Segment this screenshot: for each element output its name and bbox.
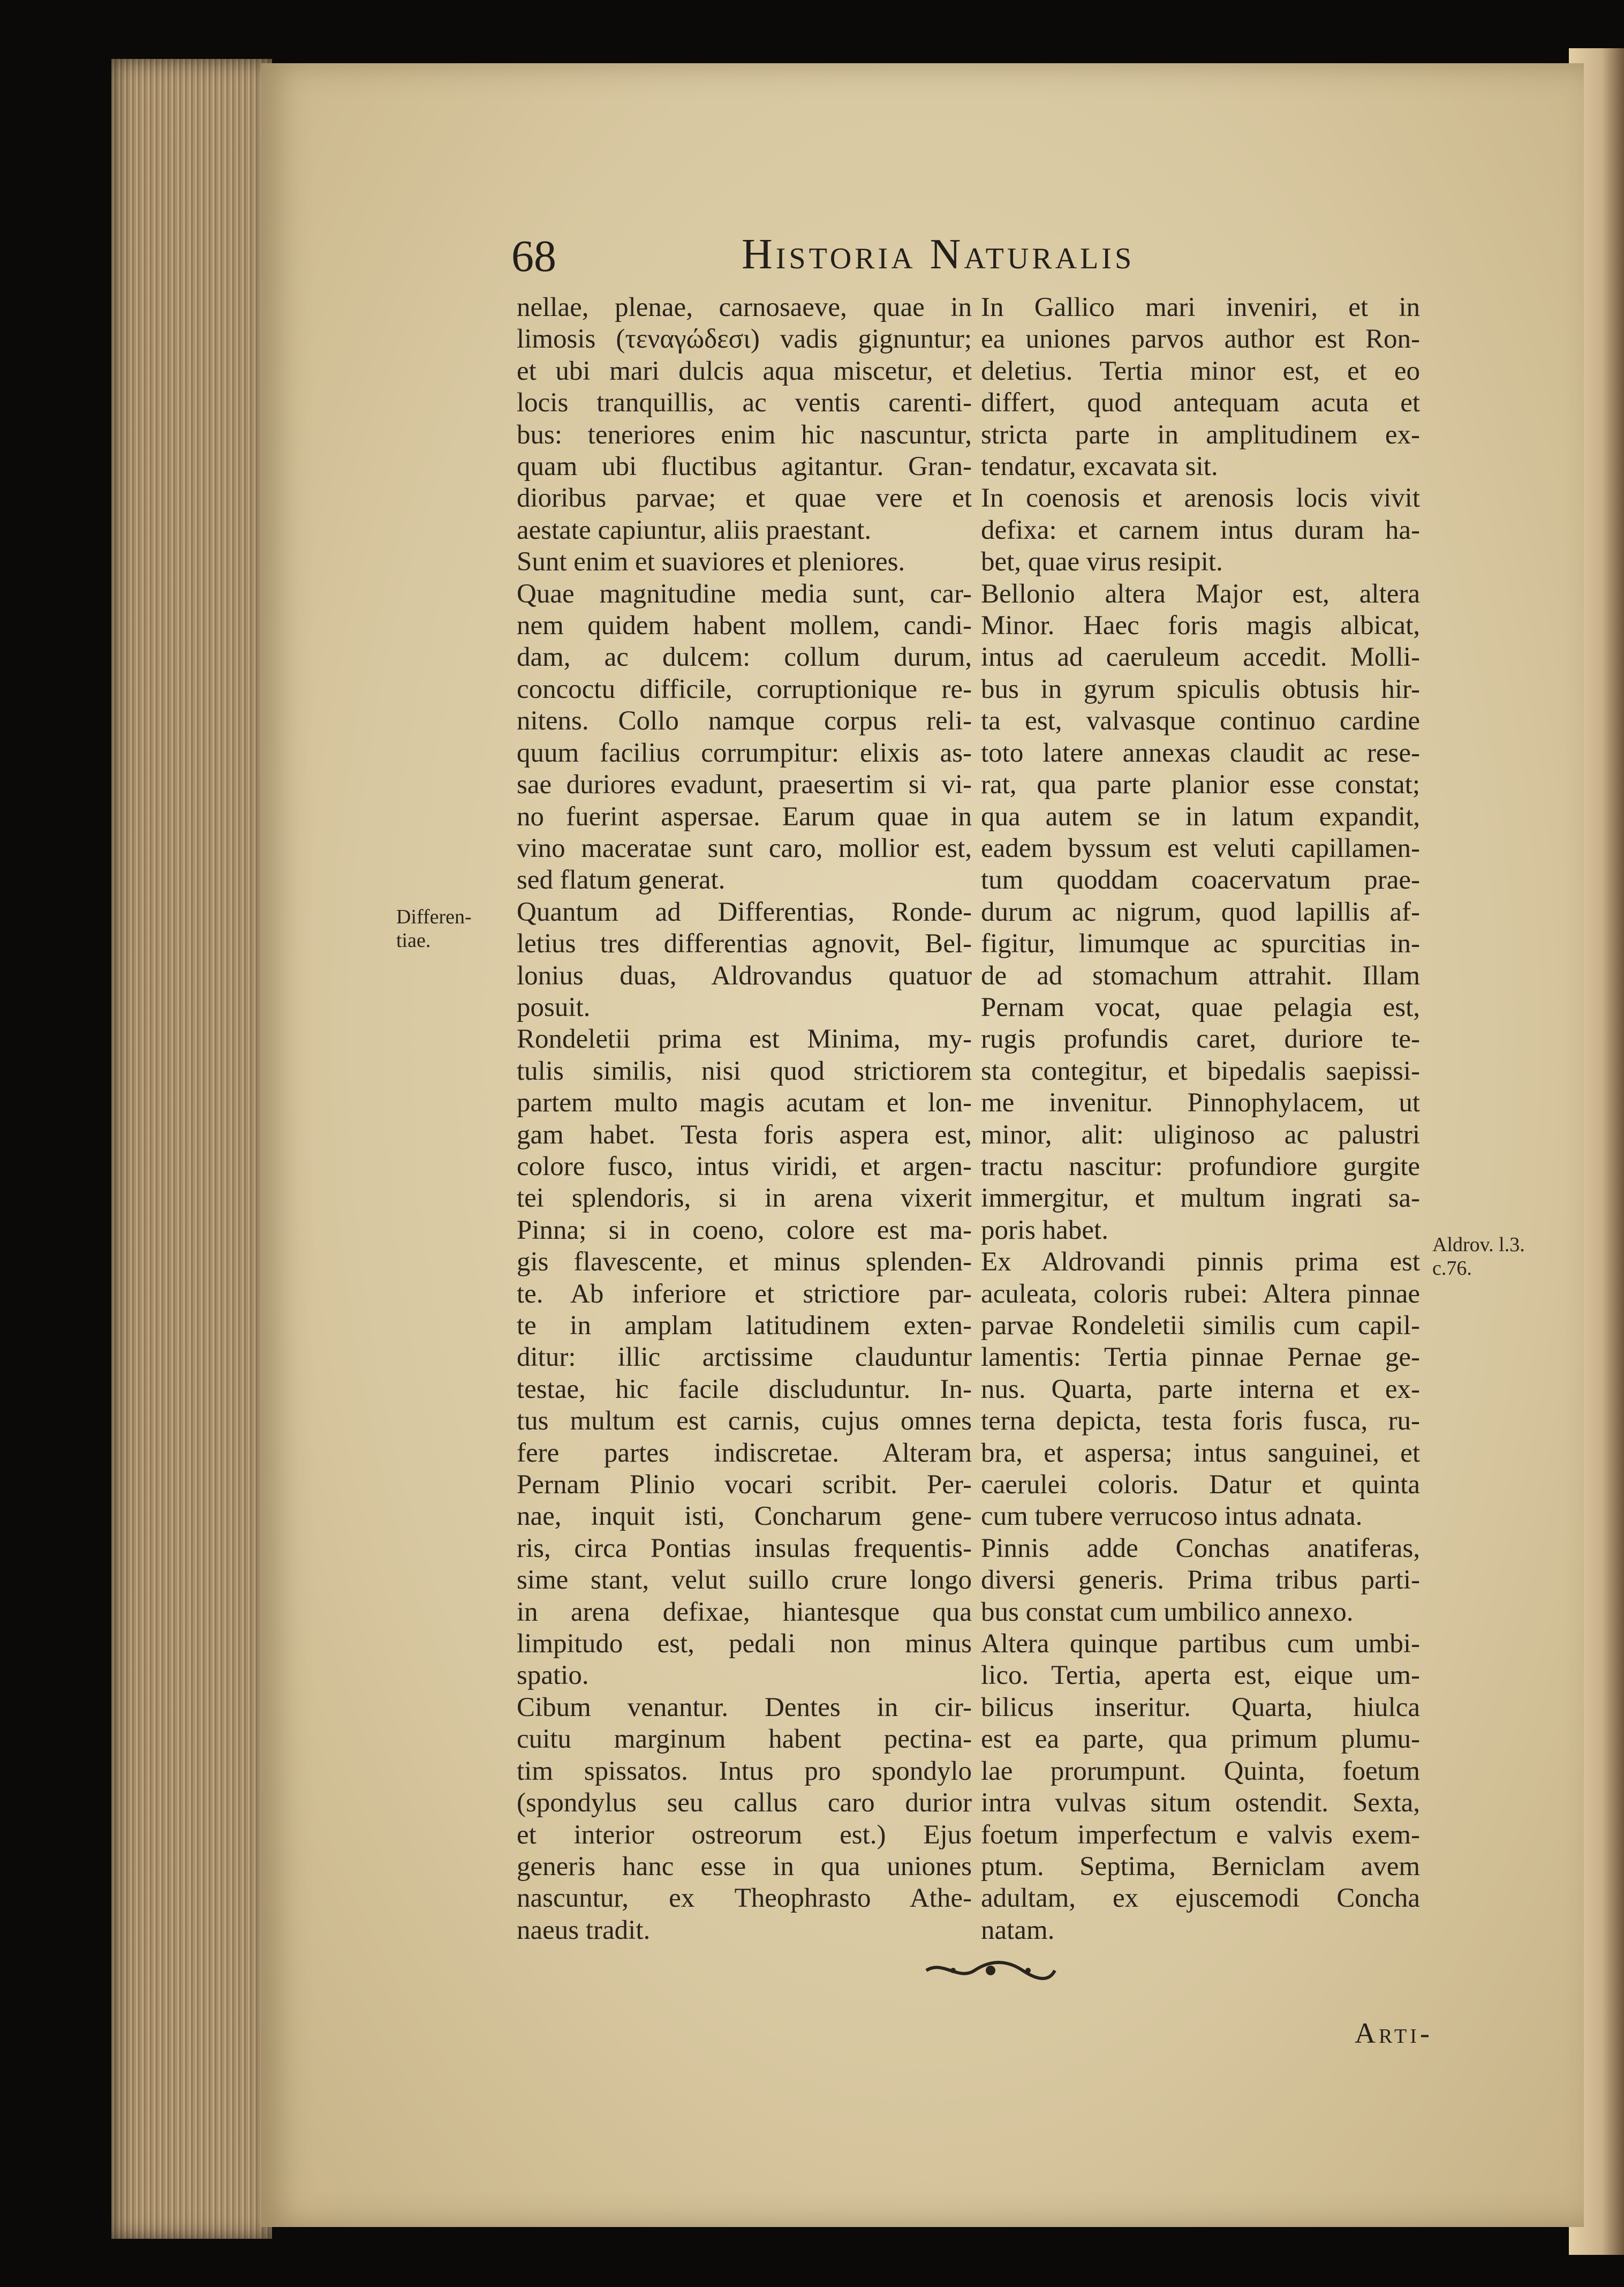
- text-line: lae prorumpunt. Quinta, foetum: [981, 1756, 1420, 1786]
- text-line: concoctu difficile, corruptionique re-: [517, 674, 972, 704]
- text-line: ta est, valvasque continuo cardine: [981, 706, 1420, 736]
- text-line: parvae Rondeletii similis cum capil-: [981, 1311, 1420, 1341]
- text-line: bus: teneriores enim hic nascuntur,: [517, 419, 972, 450]
- running-title: Historia Naturalis: [742, 231, 1135, 278]
- text-line: tei splendoris, si in arena vixerit: [517, 1183, 972, 1214]
- text-line: durum ac nigrum, quod lapillis af-: [981, 897, 1420, 927]
- catchword: Arti-: [1355, 2017, 1433, 2049]
- text-line: nellae, plenae, carnosaeve, quae in: [517, 292, 972, 322]
- text-line: bet, quae virus resipit.: [981, 547, 1223, 577]
- text-line: eadem byssum est veluti capillamen-: [981, 833, 1420, 863]
- text-line: gam habet. Testa foris aspera est,: [517, 1119, 972, 1150]
- text-line: aculeata, coloris rubei: Altera pinnae: [981, 1278, 1420, 1309]
- text-line: Quantum ad Differentias, Ronde-: [517, 897, 972, 927]
- text-line: In coenosis et arenosis locis vivit: [981, 483, 1420, 514]
- text-line: bilicus inseritur. Quarta, hiulca: [981, 1692, 1420, 1722]
- text-line: Rondeletii prima est Minima, my-: [517, 1024, 972, 1055]
- text-line: figitur, limumque ac spurcitias in-: [981, 929, 1420, 959]
- text-line: Bellonio altera Major est, altera: [981, 578, 1420, 609]
- text-line: Minor. Haec foris magis albicat,: [981, 611, 1420, 641]
- text-line: minor, alit: uliginoso ac palustri: [981, 1119, 1420, 1150]
- text-line: lamentis: Tertia pinnae Pernae ge-: [981, 1342, 1420, 1373]
- text-line: Pinnis adde Conchas anatiferas,: [981, 1533, 1420, 1563]
- text-line: defixa: et carnem intus duram ha-: [981, 515, 1420, 545]
- text-line: qua autem se in latum expandit,: [981, 801, 1420, 832]
- text-line: testae, hic facile discluduntur. In-: [517, 1374, 972, 1404]
- text-line: ris, circa Pontias insulas frequentis-: [517, 1533, 972, 1563]
- text-line: et interior ostreorum est.) Ejus: [517, 1819, 972, 1850]
- text-line: ditur: illic arctissime clauduntur: [517, 1342, 972, 1373]
- text-line: ea uniones parvos author est Ron-: [981, 324, 1420, 355]
- margin-note-line: Aldrov. l.3.: [1432, 1233, 1525, 1256]
- text-line: limpitudo est, pedali non minus: [517, 1629, 972, 1659]
- text-line: rat, qua parte planior esse constat;: [981, 770, 1420, 800]
- text-line: bus constat cum umbilico annexo.: [981, 1597, 1354, 1627]
- text-line: immergitur, et multum ingrati sa-: [981, 1183, 1420, 1214]
- text-line: sime stant, velut suillo crure longo: [517, 1565, 972, 1596]
- text-line: toto latere annexas claudit ac rese-: [981, 738, 1420, 768]
- text-line: nus. Quarta, parte interna et ex-: [981, 1374, 1420, 1404]
- text-line: bus in gyrum spiculis obtusis hir-: [981, 674, 1420, 704]
- text-line: nitens. Collo namque corpus reli-: [517, 706, 972, 736]
- text-line: est ea parte, qua primum plumu-: [981, 1724, 1420, 1755]
- text-line: deletius. Tertia minor est, et eo: [981, 356, 1420, 386]
- text-line: rugis profundis caret, duriore te-: [981, 1024, 1420, 1055]
- text-line: tulis similis, nisi quod strictiorem: [517, 1056, 972, 1086]
- text-line: cuitu marginum habent pectina-: [517, 1724, 972, 1755]
- text-line: tractu nascitur: profundiore gurgite: [981, 1151, 1420, 1182]
- text-line: tendatur, excavata sit.: [981, 452, 1218, 482]
- text-line: tus multum est carnis, cujus omnes: [517, 1406, 972, 1436]
- text-line: terna depicta, testa foris fusca, ru-: [981, 1406, 1420, 1436]
- text-line: tim spissatos. Intus pro spondylo: [517, 1756, 972, 1786]
- text-line: vino maceratae sunt caro, mollior est,: [517, 833, 972, 863]
- text-line: diversi generis. Prima tribus parti-: [981, 1565, 1420, 1596]
- text-line: sae duriores evadunt, praesertim si vi-: [517, 770, 972, 800]
- text-line: te in amplam latitudinem exten-: [517, 1311, 972, 1341]
- text-line: Quae magnitudine media sunt, car-: [517, 578, 972, 609]
- text-line: partem multo magis acutam et lon-: [517, 1088, 972, 1118]
- text-line: Sunt enim et suaviores et pleniores.: [517, 547, 905, 577]
- text-line: letius tres differentias agnovit, Bel-: [517, 929, 972, 959]
- text-line: lico. Tertia, aperta est, eique um-: [981, 1660, 1420, 1691]
- text-line: nascuntur, ex Theophrasto Athe-: [517, 1883, 972, 1914]
- text-line: no fuerint aspersae. Earum quae in: [517, 801, 972, 832]
- text-line: quam ubi fluctibus agitantur. Gran-: [517, 452, 972, 482]
- text-line: de ad stomachum attrahit. Illam: [981, 960, 1420, 991]
- text-line: in arena defixae, hiantesque qua: [517, 1597, 972, 1627]
- text-line: intus ad caeruleum accedit. Molli-: [981, 642, 1420, 673]
- text-line: differt, quod antequam acuta et: [981, 388, 1420, 418]
- text-line: colore fusco, intus viridi, et argen-: [517, 1151, 972, 1182]
- left-text-column: [517, 292, 972, 1946]
- text-line: poris habet.: [981, 1215, 1108, 1245]
- text-line: dioribus parvae; et quae vere et: [517, 483, 972, 514]
- text-line: Cibum venantur. Dentes in cir-: [517, 1692, 972, 1722]
- text-line: adultam, ex ejuscemodi Concha: [981, 1883, 1420, 1914]
- text-line: Pernam Plinio vocari scribit. Per-: [517, 1470, 972, 1500]
- margin-note-line: c.76.: [1432, 1257, 1472, 1280]
- printer-ornament-icon: [921, 1958, 1060, 1983]
- text-line: stricta parte in amplitudinem ex-: [981, 419, 1420, 450]
- text-line: et ubi mari dulcis aqua miscetur, et: [517, 356, 972, 386]
- text-line: bra, et aspersa; intus sanguinei, et: [981, 1438, 1420, 1468]
- text-line: foetum imperfectum e valvis exem-: [981, 1819, 1420, 1850]
- text-line: intra vulvas situm ostendit. Sexta,: [981, 1788, 1420, 1818]
- text-line: gis flavescente, et minus splenden-: [517, 1247, 972, 1277]
- text-line: nae, inquit isti, Concharum gene-: [517, 1501, 972, 1532]
- margin-note-aldrov: [1432, 1233, 1525, 1280]
- margin-note-line: tiae.: [396, 929, 431, 952]
- text-line: te. Ab inferiore et strictiore par-: [517, 1278, 972, 1309]
- right-text-column: [981, 292, 1420, 1946]
- text-line: nem quidem habent mollem, candi-: [517, 611, 972, 641]
- text-line: Pernam vocat, quae pelagia est,: [981, 992, 1420, 1022]
- text-line: quum facilius corrumpitur: elixis as-: [517, 738, 972, 768]
- text-line: dam, ac dulcem: collum durum,: [517, 642, 972, 673]
- text-line: aestate capiuntur, aliis praestant.: [517, 515, 872, 545]
- text-line: spatio.: [517, 1660, 589, 1691]
- text-line: natam.: [981, 1915, 1055, 1945]
- text-line: fere partes indiscretae. Alteram: [517, 1438, 972, 1468]
- text-line: posuit.: [517, 992, 591, 1022]
- text-line: sta contegitur, et bipedalis saepissi-: [981, 1056, 1420, 1086]
- text-line: generis hanc esse in qua uniones: [517, 1851, 972, 1882]
- book-page-edges: [111, 59, 272, 2239]
- margin-note-differentiae: [396, 905, 472, 952]
- text-line: sed flatum generat.: [517, 865, 726, 896]
- margin-note-line: Differen-: [396, 906, 472, 928]
- text-line: ptum. Septima, Berniclam avem: [981, 1851, 1420, 1882]
- text-line: Altera quinque partibus cum umbi-: [981, 1629, 1420, 1659]
- text-line: naeus tradit.: [517, 1915, 651, 1945]
- text-line: caerulei coloris. Datur et quinta: [981, 1470, 1420, 1500]
- page-number: 68: [511, 231, 556, 281]
- text-line: Pinna; si in coeno, colore est ma-: [517, 1215, 972, 1245]
- text-line: limosis (τεναγώδεσι) vadis gignuntur;: [517, 324, 972, 355]
- text-line: (spondylus seu callus caro durior: [517, 1788, 972, 1818]
- text-line: cum tubere verrucoso intus adnata.: [981, 1501, 1363, 1532]
- text-line: tum quoddam coacervatum prae-: [981, 865, 1420, 896]
- text-line: lonius duas, Aldrovandus quatuor: [517, 960, 972, 991]
- text-line: locis tranquillis, ac ventis carenti-: [517, 388, 972, 418]
- text-line: Ex Aldrovandi pinnis prima est: [981, 1247, 1420, 1277]
- text-line: In Gallico mari inveniri, et in: [981, 292, 1420, 322]
- page-header: [511, 225, 1240, 284]
- text-line: me invenitur. Pinnophylacem, ut: [981, 1088, 1420, 1118]
